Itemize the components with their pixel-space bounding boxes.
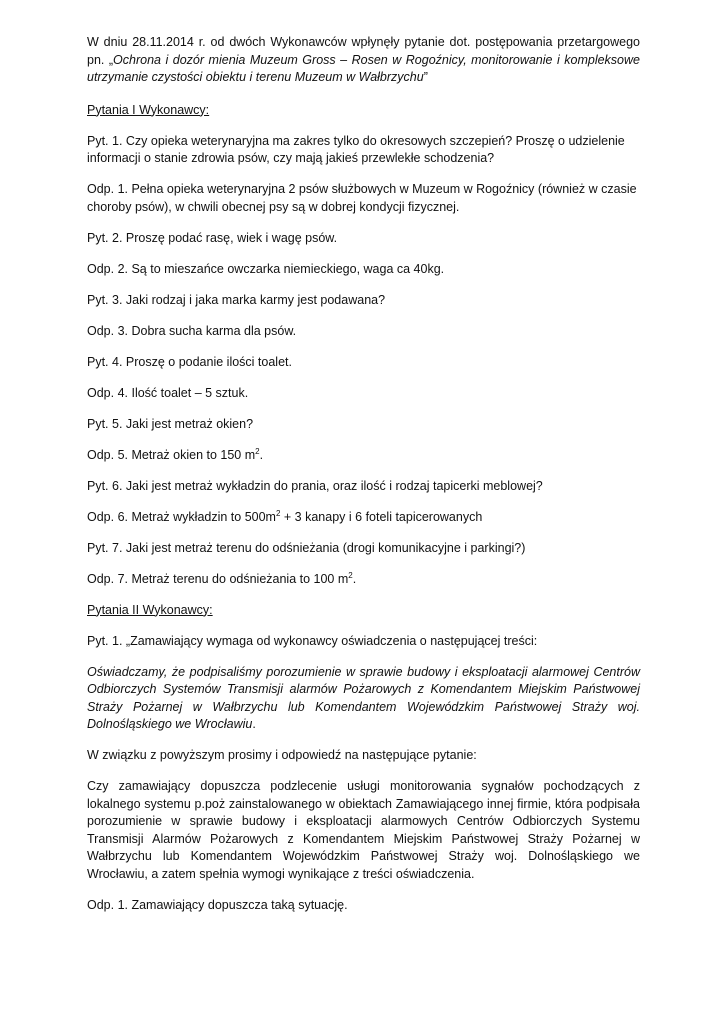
s2-request: W związku z powyższym prosimy i odpowiedź na następujące pytanie: <box>87 748 477 762</box>
s1-a6-sup: 2 <box>275 508 281 518</box>
s2-answer: Odp. 1. Zamawiający dopuszcza taką sytuację. <box>87 897 348 912</box>
s1-a2: Odp. 2. Są to mieszańce owczarka niemieckiego, waga ca 40kg. <box>87 261 445 276</box>
s2-statement-text: Oświadczamy, że podpisaliśmy porozumienie w sprawie budowy i eksploatacji alarmowej Centrów Odbiorczych Systemów Transmisji alarmów Pożarowych z Komendantem Miejskim Państwowej Straży Pożarnej w Wałbrzychu lub Komendantem Wojewódzkim Państwowej Straży woj. Dolnośląskiego we Wrocławiu <box>87 664 640 731</box>
s1-q3: Pyt. 3. Jaki rodzaj i jaka marka karmy jest podawana? <box>87 292 386 307</box>
s1-a7 <box>87 571 640 589</box>
document-page <box>87 34 640 914</box>
s2-question: Czy zamawiający dopuszcza podzlecenie usługi monitorowania sygnałów pochodzących z lokalnego systemu p.poż zainstalowanego w obiektach Zamawiającego innej firmie, która podpisała porozumienie w sprawie budowy i eksploatacji alarmowych Centrów Odbiorczych Systemu Transmisji Alarmów Pożarowych z Komendantem Miejskim Państwowej Straży Pożarnej w Wałbrzychu lub Komendantem Wojewódzkim Państwowej Straży woj. Dolnośląskiego we Wrocławiu, a zatem spełnia wymogi wynikające z treści oświadczenia. <box>87 779 640 881</box>
section2-heading: Pytania II Wykonawcy: <box>87 602 213 617</box>
intro-tail: ” <box>423 70 428 84</box>
s1-a5-end: . <box>259 447 264 462</box>
s1-a6 <box>87 509 640 527</box>
s1-q5: Pyt. 5. Jaki jest metraż okien? <box>87 416 254 431</box>
s1-a7-end: . <box>352 571 357 586</box>
s2-statement <box>87 664 640 734</box>
tender-title: Ochrona i dozór mienia Muzeum Gross – Rosen w Rogoźnicy, monitorowanie i kompleksowe utrzymanie czystości obiektu i terenu Muzeum w Wałbrzychu <box>87 52 640 84</box>
s1-q6: Pyt. 6. Jaki jest metraż wykładzin do prania, oraz ilość i rodzaj tapicerki meblowej? <box>87 478 543 493</box>
s1-a4: Odp. 4. Ilość toalet – 5 sztuk. <box>87 385 249 400</box>
s1-a5-text: Odp. 5. Metraż okien to 150 m <box>87 447 256 462</box>
intro-lead: W dniu 28.11.2014 r. od dwóch Wykonawców wpłynęły pytanie dot. postępowania przetargowego pn. „ <box>87 35 640 67</box>
s1-q1: Pyt. 1. Czy opieka weterynaryjna ma zakres tylko do okresowych szczepień? Proszę o udzielenie informacji o stanie zdrowia psów, czy mają jakieś przewlekłe schodzenia? <box>87 133 625 165</box>
section1-heading: Pytania I Wykonawcy: <box>87 102 210 117</box>
s1-a3: Odp. 3. Dobra sucha karma dla psów. <box>87 323 297 338</box>
s1-a5-sup: 2 <box>255 446 260 456</box>
s1-a6-end: + 3 kanapy i 6 foteli tapicerowanych <box>280 509 483 524</box>
s1-q2: Pyt. 2. Proszę podać rasę, wiek i wagę psów. <box>87 230 338 245</box>
s1-q4: Pyt. 4. Proszę o podanie ilości toalet. <box>87 354 292 369</box>
s2-q1: Pyt. 1. „Zamawiający wymaga od wykonawcy oświadczenia o następującej treści: <box>87 633 538 648</box>
s1-a7-sup: 2 <box>348 570 353 580</box>
s1-a1: Odp. 1. Pełna opieka weterynaryjna 2 psów służbowych w Muzeum w Rogoźnicy (również w czasie choroby psów), w chwili obecnej psy są w dobrej kondycji fizycznej. <box>87 182 637 214</box>
s1-q7: Pyt. 7. Jaki jest metraż terenu do odśnieżania (drogi komunikacyjne i parkingi?) <box>87 540 526 555</box>
s1-a7-text: Odp. 7. Metraż terenu do odśnieżania to 100 m <box>87 571 349 586</box>
s2-statement-end: . <box>252 717 256 731</box>
s1-a5 <box>87 447 640 465</box>
s1-a6-text: Odp. 6. Metraż wykładzin to 500m <box>87 509 276 524</box>
intro-paragraph <box>87 34 640 88</box>
